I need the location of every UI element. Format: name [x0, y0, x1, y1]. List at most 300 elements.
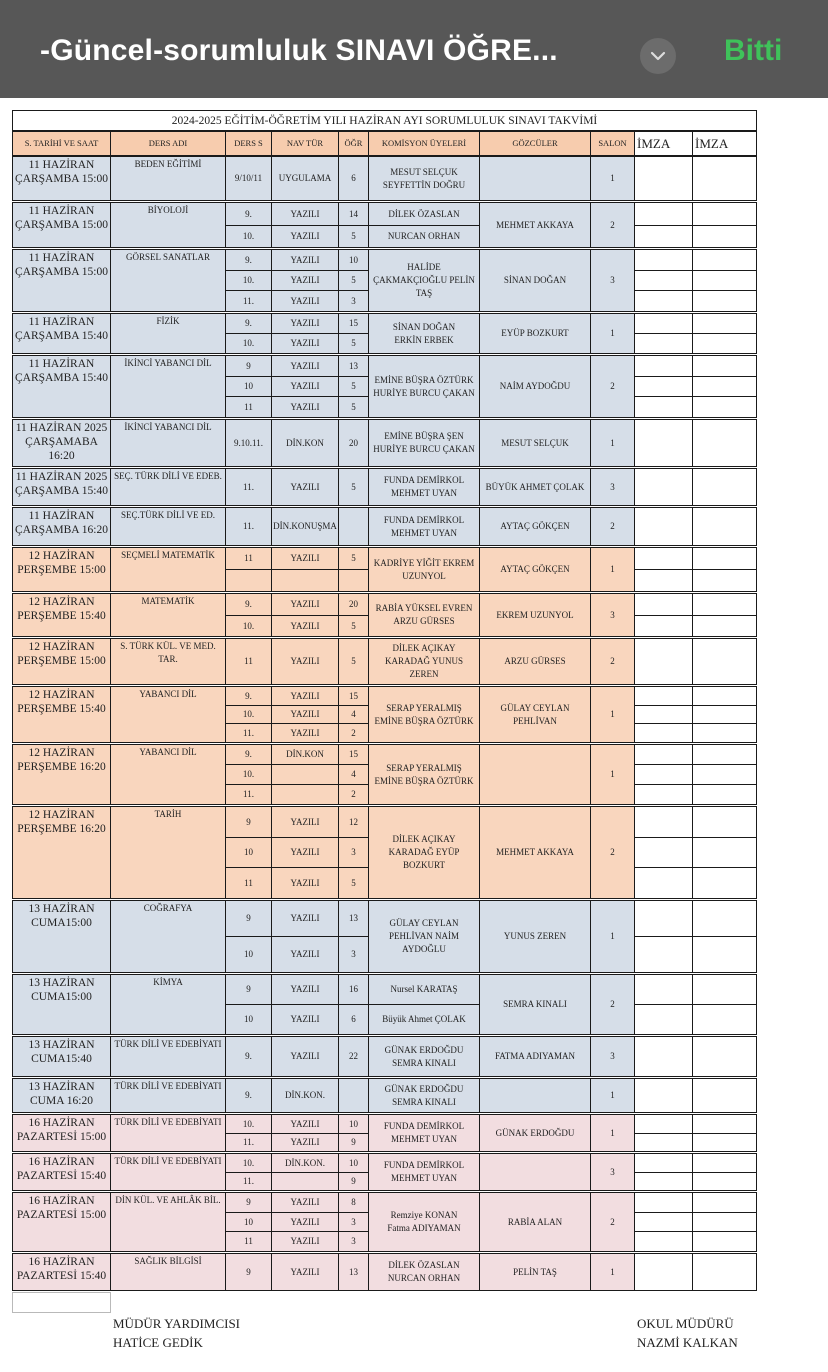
signature-cell-2[interactable] — [692, 806, 757, 838]
student-count: 3 — [338, 290, 369, 312]
commission-members: DİLEK ÖZASLAN NURCAN ORHAN — [368, 1253, 480, 1291]
exam-type: YAZILI — [271, 313, 339, 334]
student-count: 9 — [338, 1133, 369, 1152]
exam-type: YAZILI — [271, 723, 339, 743]
signature-cell-2[interactable] — [692, 156, 757, 201]
student-count: 5 — [338, 867, 369, 899]
student-count: 12 — [338, 806, 369, 838]
grade-level: 11 — [225, 396, 272, 418]
exam-type: YAZILI — [271, 837, 339, 868]
exam-type: DİN.KON — [271, 744, 339, 765]
signature-cell-1[interactable] — [634, 355, 693, 377]
signature-cell-1[interactable] — [634, 569, 693, 592]
exam-type: YAZILI — [271, 270, 339, 291]
student-count: 10 — [338, 1114, 369, 1134]
signature-cell-1[interactable] — [634, 290, 693, 312]
signature-cell-2[interactable] — [692, 1036, 757, 1077]
exam-type: YAZILI — [271, 202, 339, 226]
room-number: 1 — [590, 1253, 635, 1291]
commission-member: Nursel KARATAŞ — [368, 974, 480, 1005]
student-count: 20 — [338, 593, 369, 616]
commission-members: MESUT SELÇUK SEYFETTİN DOĞRU — [368, 156, 480, 201]
student-count: 15 — [338, 686, 369, 706]
commission-member: Remziye KONAN — [390, 1210, 458, 1220]
student-count: 5 — [338, 225, 369, 248]
signature-cell-2[interactable] — [692, 686, 757, 706]
exam-type: YAZILI — [271, 615, 339, 637]
exam-type: YAZILI — [271, 867, 339, 899]
room-number: 1 — [590, 1078, 635, 1113]
grade-level: 10 — [225, 1004, 272, 1035]
exam-type: YAZILI — [271, 936, 339, 973]
lesson-name: COĞRAFYA — [110, 900, 226, 973]
footer-right-name: NAZMİ KALKAN — [637, 1335, 738, 1350]
grade-level: 11. — [225, 290, 272, 312]
footer-left-role: MÜDÜR YARDIMCISI — [113, 1316, 241, 1331]
student-count: 6 — [338, 156, 369, 201]
grade-level: 9. — [225, 686, 272, 706]
exam-type: YAZILI — [271, 290, 339, 312]
signature-cell-1[interactable] — [634, 225, 693, 248]
signature-cell-1[interactable] — [634, 974, 693, 1005]
commission-members: GÜNAK ERDOĞDU SEMRA KINALI — [368, 1036, 480, 1077]
exam-date-time: 16 HAZİRAN PAZARTESİ 15:40 — [12, 1153, 111, 1191]
exam-date-time: 11 HAZİRAN 2025 ÇARŞAMABA 16:20 — [12, 419, 111, 467]
grade-level: 11. — [225, 507, 272, 546]
room-number: 1 — [590, 900, 635, 973]
signature-cell-1[interactable] — [634, 419, 693, 467]
signature-cell-1[interactable] — [634, 270, 693, 291]
signature-cell-2[interactable] — [692, 290, 757, 312]
signature-cell-2[interactable] — [692, 723, 757, 743]
signature-cell-1[interactable] — [634, 638, 693, 685]
commission-member: DİLEK ÖZASLAN — [368, 202, 480, 226]
exam-type: YAZILI — [271, 225, 339, 248]
signature-cell-1[interactable] — [634, 333, 693, 354]
exam-date-time: 12 HAZİRAN PERŞEMBE 15:00 — [12, 638, 111, 685]
proctor-name: EYÜP BOZKURT — [479, 313, 591, 354]
commission-members: FUNDA DEMİRKOL MEHMET UYAN — [368, 468, 480, 506]
signature-cell-1[interactable] — [634, 507, 693, 546]
lesson-name: TARİH — [110, 806, 226, 899]
proctor-name: YUNUS ZEREN — [479, 900, 591, 973]
proctor-name: FATMA ADIYAMAN — [479, 1036, 591, 1077]
room-number: 2 — [590, 202, 635, 248]
room-number: 1 — [590, 313, 635, 354]
signature-cell-1[interactable] — [634, 1114, 693, 1134]
commission-members: SERAP YERALMIŞ EMİNE BÜŞRA ÖZTÜRK — [368, 744, 480, 805]
grade-level: 11 — [225, 1231, 272, 1252]
signature-cell-1[interactable] — [634, 936, 693, 973]
student-count — [338, 569, 369, 592]
signature-cell-2[interactable] — [692, 974, 757, 1005]
grade-level: 11. — [225, 723, 272, 743]
schedule-document — [12, 108, 758, 1352]
grade-level: 9. — [225, 249, 272, 271]
proctor-name: MEHMET AKKAYA — [479, 806, 591, 899]
lesson-name: İKİNCİ YABANCI DİL — [110, 355, 226, 418]
signature-cell-1[interactable] — [634, 723, 693, 743]
signature-cell-2[interactable] — [692, 1253, 757, 1291]
signature-cell-1[interactable] — [634, 1231, 693, 1252]
grade-level: 9. — [225, 593, 272, 616]
signature-cell-1[interactable] — [634, 686, 693, 706]
signature-cell-2[interactable] — [692, 615, 757, 637]
student-count: 14 — [338, 202, 369, 226]
grade-level: 9 — [225, 1192, 272, 1213]
exam-type: YAZILI — [271, 1192, 339, 1213]
exam-date-time: 11 HAZİRAN ÇARŞAMBA 15:40 — [12, 313, 111, 354]
grade-level: 10. — [225, 705, 272, 724]
exam-date-time: 12 HAZİRAN PERŞEMBE 15:40 — [12, 686, 111, 743]
commission-members: SERAP YERALMIŞ EMİNE BÜŞRA ÖZTÜRK — [368, 686, 480, 743]
signature-cell-1[interactable] — [634, 249, 693, 271]
signature-cell-1[interactable] — [634, 1133, 693, 1152]
exam-type: YAZILI — [271, 1231, 339, 1252]
grade-level: 9 — [225, 355, 272, 377]
signature-cell-2[interactable] — [692, 547, 757, 570]
signature-cell-2[interactable] — [692, 333, 757, 354]
exam-type: YAZILI — [271, 333, 339, 354]
proctor-name: MESUT SELÇUK — [479, 419, 591, 467]
proctor-name: SEMRA KINALI — [479, 974, 591, 1035]
signature-cell-1[interactable] — [634, 1212, 693, 1232]
signature-cell-1[interactable] — [634, 1036, 693, 1077]
signature-cell-1[interactable] — [634, 593, 693, 616]
proctor-name — [479, 1153, 591, 1191]
grade-level: 11. — [225, 468, 272, 506]
student-count — [338, 1078, 369, 1113]
student-count: 13 — [338, 355, 369, 377]
grade-level: 11 — [225, 638, 272, 685]
exam-type: YAZILI — [271, 593, 339, 616]
signature-cell-1[interactable] — [634, 806, 693, 838]
student-count: 3 — [338, 1212, 369, 1232]
student-count: 5 — [338, 615, 369, 637]
exam-type: DİN.KON — [271, 419, 339, 467]
signature-cell-2[interactable] — [692, 202, 757, 226]
lesson-name: DİN KÜL. VE AHLÂK BİL. — [110, 1192, 226, 1252]
app-top-bar — [0, 0, 828, 98]
grade-level — [225, 569, 272, 592]
signature-cell-2[interactable] — [692, 837, 757, 868]
exam-type: YAZILI — [271, 1133, 339, 1152]
proctor-name: AYTAÇ GÖKÇEN — [479, 547, 591, 592]
column-header-2: DERS S — [225, 131, 272, 156]
signature-cell-2[interactable] — [692, 936, 757, 973]
signature-cell-2[interactable] — [692, 705, 757, 724]
student-count: 3 — [338, 837, 369, 868]
grade-level: 9 — [225, 900, 272, 937]
exam-type: YAZILI — [271, 1004, 339, 1035]
lesson-name: GÖRSEL SANATLAR — [110, 249, 226, 312]
student-count: 15 — [338, 744, 369, 765]
signature-cell-2[interactable] — [692, 249, 757, 271]
exam-date-time: 11 HAZİRAN ÇARŞAMBA 15:00 — [12, 156, 111, 201]
signature-cell-2[interactable] — [692, 744, 757, 765]
proctor-name: GÜLAY CEYLAN PEHLİVAN — [479, 686, 591, 743]
signature-cell-1[interactable] — [634, 1153, 693, 1173]
grade-level: 11. — [225, 1172, 272, 1191]
exam-type: YAZILI — [271, 1212, 339, 1232]
signature-cell-2[interactable] — [692, 419, 757, 467]
signature-cell-2[interactable] — [692, 784, 757, 805]
exam-date-time: 12 HAZİRAN PERŞEMBE 15:40 — [12, 593, 111, 637]
signature-cell-2[interactable] — [692, 1133, 757, 1152]
lesson-name: TÜRK DİLİ VE EDEBİYATI — [110, 1114, 226, 1152]
student-count — [338, 507, 369, 546]
title-menu-button[interactable] — [640, 38, 676, 74]
signature-cell-2[interactable] — [692, 900, 757, 937]
lesson-name: BİYOLOJİ — [110, 202, 226, 248]
commission-members: DİLEK AÇIKAY KARADAĞ YUNUS ZEREN — [368, 638, 480, 685]
exam-date-time: 12 HAZİRAN PERŞEMBE 15:00 — [12, 547, 111, 592]
commission-member: SİNAN DOĞAN — [392, 321, 456, 332]
room-number: 2 — [590, 974, 635, 1035]
signature-cell-2[interactable] — [692, 313, 757, 334]
signature-cell-1[interactable] — [634, 547, 693, 570]
grade-level: 9 — [225, 974, 272, 1005]
lesson-name: YABANCI DİL — [110, 744, 226, 805]
signature-cell-2[interactable] — [692, 468, 757, 506]
exam-type: DİN.KON. — [271, 1153, 339, 1173]
signature-cell-1[interactable] — [634, 744, 693, 765]
lesson-name: KİMYA — [110, 974, 226, 1035]
grade-level: 9 — [225, 1253, 272, 1291]
room-number: 2 — [590, 1192, 635, 1252]
exam-type: YAZILI — [271, 1036, 339, 1077]
signature-cell-2[interactable] — [692, 1078, 757, 1113]
commission-member: Büyük Ahmet ÇOLAK — [368, 1004, 480, 1035]
grade-level: 10. — [225, 225, 272, 248]
commission-members: FUNDA DEMİRKOL MEHMET UYAN — [368, 1114, 480, 1152]
exam-type: YAZILI — [271, 1253, 339, 1291]
proctor-name — [479, 1078, 591, 1113]
signature-cell-2[interactable] — [692, 376, 757, 397]
signature-cell-2[interactable] — [692, 569, 757, 592]
proctor-name — [479, 744, 591, 805]
proctor-name: ARZU GÜRSES — [479, 638, 591, 685]
grade-level: 10 — [225, 1212, 272, 1232]
student-count: 22 — [338, 1036, 369, 1077]
column-header-8: İMZA — [634, 131, 693, 156]
signature-cell-2[interactable] — [692, 355, 757, 377]
exam-type: YAZILI — [271, 974, 339, 1005]
signature-cell-1[interactable] — [634, 396, 693, 418]
signature-cell-1[interactable] — [634, 837, 693, 868]
grade-level: 10 — [225, 376, 272, 397]
column-header-6: GÖZCÜLER — [479, 131, 591, 156]
signature-cell-2[interactable] — [692, 1153, 757, 1173]
exam-date-time: 12 HAZİRAN PERŞEMBE 16:20 — [12, 744, 111, 805]
commission-member: Fatma ADIYAMAN — [387, 1223, 461, 1233]
signature-cell-1[interactable] — [634, 1192, 693, 1213]
lesson-name: MATEMATİK — [110, 593, 226, 637]
student-count: 3 — [338, 936, 369, 973]
student-count: 2 — [338, 723, 369, 743]
student-count: 10 — [338, 1153, 369, 1173]
exam-type — [271, 784, 339, 805]
exam-date-time: 11 HAZİRAN ÇARŞAMBA 16:20 — [12, 507, 111, 546]
room-number: 3 — [590, 249, 635, 312]
student-count: 5 — [338, 376, 369, 397]
student-count: 13 — [338, 900, 369, 937]
document-title: -Güncel-sorumluluk SINAVI ÖĞRE... — [40, 34, 558, 67]
signature-cell-1[interactable] — [634, 376, 693, 397]
student-count: 5 — [338, 638, 369, 685]
sheet-title: 2024-2025 EĞİTİM-ÖĞRETİM YILI HAZİRAN AYI SORUMLULUK SINAVI TAKVİMİ — [12, 110, 757, 131]
commission-members: DİLEK AÇIKAY KARADAĞ EYÜP BOZKURT — [368, 806, 480, 899]
commission-members: HALİDE ÇAKMAKÇIOĞLU PELİN TAŞ — [368, 249, 480, 312]
lesson-name: SEÇMELİ MATEMATİK — [110, 547, 226, 592]
footer-left-name: HATİCE GEDİK — [113, 1335, 203, 1350]
chevron-down-icon — [650, 51, 666, 61]
signature-cell-2[interactable] — [692, 593, 757, 616]
student-count: 13 — [338, 1253, 369, 1291]
signature-cell-2[interactable] — [692, 1212, 757, 1232]
signature-cell-1[interactable] — [634, 784, 693, 805]
signature-cell-1[interactable] — [634, 313, 693, 334]
exam-type: YAZILI — [271, 705, 339, 724]
student-count: 10 — [338, 249, 369, 271]
signature-cell-1[interactable] — [634, 615, 693, 637]
grade-level: 10. — [225, 333, 272, 354]
exam-type: YAZILI — [271, 686, 339, 706]
commission-members: FUNDA DEMİRKOL MEHMET UYAN — [368, 1153, 480, 1191]
grade-level: 11. — [225, 1133, 272, 1152]
room-number: 3 — [590, 1036, 635, 1077]
grade-level: 9. — [225, 313, 272, 334]
grade-level: 10 — [225, 837, 272, 868]
student-count: 4 — [338, 705, 369, 724]
exam-date-time: 11 HAZİRAN ÇARŞAMBA 15:40 — [12, 355, 111, 418]
room-number: 1 — [590, 156, 635, 201]
proctor-name: PELİN TAŞ — [479, 1253, 591, 1291]
lesson-name: FİZİK — [110, 313, 226, 354]
commission-members: KADRİYE YİĞİT EKREM UZUNYOL — [368, 547, 480, 592]
commission-members: GÜNAK ERDOĞDU SEMRA KINALI — [368, 1078, 480, 1113]
signature-cell-2[interactable] — [692, 867, 757, 899]
exam-date-time: 13 HAZİRAN CUMA 16:20 — [12, 1078, 111, 1113]
grade-level: 9. — [225, 1078, 272, 1113]
grade-level: 9.10.11. — [225, 419, 272, 467]
signature-cell-1[interactable] — [634, 764, 693, 785]
student-count: 5 — [338, 270, 369, 291]
signature-cell-1[interactable] — [634, 202, 693, 226]
signature-cell-2[interactable] — [692, 1192, 757, 1213]
signature-cell-2[interactable] — [692, 764, 757, 785]
proctor-name: AYTAÇ GÖKÇEN — [479, 507, 591, 546]
commission-members: FUNDA DEMİRKOL MEHMET UYAN — [368, 507, 480, 546]
exam-type: YAZILI — [271, 376, 339, 397]
lesson-name: TÜRK DİLİ VE EDEBİYATI — [110, 1036, 226, 1077]
commission-members: EMİNE BÜŞRA ÖZTÜRK HURİYE BURCU ÇAKAN — [368, 355, 480, 418]
lesson-name: TÜRK DİLİ VE EDEBİYATI — [110, 1153, 226, 1191]
column-header-7: SALON — [590, 131, 635, 156]
signature-cell-1[interactable] — [634, 468, 693, 506]
signature-cell-2[interactable] — [692, 1231, 757, 1252]
signature-cell-1[interactable] — [634, 1172, 693, 1191]
column-header-4: ÖĞR — [338, 131, 369, 156]
signature-cell-2[interactable] — [692, 1172, 757, 1191]
student-count: 8 — [338, 1192, 369, 1213]
student-count: 4 — [338, 764, 369, 785]
grade-level: 11 — [225, 867, 272, 899]
student-count: 15 — [338, 313, 369, 334]
student-count: 5 — [338, 396, 369, 418]
exam-date-time: 11 HAZİRAN 2025 ÇARŞAMBA 15:40 — [12, 468, 111, 506]
signature-cell-1[interactable] — [634, 867, 693, 899]
exam-type: YAZILI — [271, 1114, 339, 1134]
student-count: 16 — [338, 974, 369, 1005]
signature-cell-1[interactable] — [634, 1004, 693, 1035]
room-number: 1 — [590, 1114, 635, 1152]
student-count: 9 — [338, 1172, 369, 1191]
footer-blank — [12, 1292, 111, 1313]
student-count: 5 — [338, 468, 369, 506]
footer-right-role: OKUL MÜDÜRÜ — [637, 1316, 734, 1331]
exam-type: YAZILI — [271, 468, 339, 506]
exam-type: YAZILI — [271, 355, 339, 377]
grade-level: 11. — [225, 784, 272, 805]
column-header-9: İMZA — [692, 131, 757, 156]
room-number: 2 — [590, 638, 635, 685]
exam-date-time: 13 HAZİRAN CUMA15:00 — [12, 974, 111, 1035]
signature-cell-1[interactable] — [634, 900, 693, 937]
student-count: 2 — [338, 784, 369, 805]
commission-members — [368, 1192, 480, 1252]
signature-cell-2[interactable] — [692, 507, 757, 546]
exam-date-time: 16 HAZİRAN PAZARTESİ 15:00 — [12, 1114, 111, 1152]
student-count: 5 — [338, 547, 369, 570]
signature-cell-2[interactable] — [692, 270, 757, 291]
exam-type — [271, 1172, 339, 1191]
done-button[interactable]: Bitti — [724, 34, 783, 67]
column-header-3: NAV TÜR — [271, 131, 339, 156]
exam-type — [271, 764, 339, 785]
signature-cell-1[interactable] — [634, 1078, 693, 1113]
exam-type: YAZILI — [271, 806, 339, 838]
proctor-name: EKREM UZUNYOL — [479, 593, 591, 637]
signature-cell-1[interactable] — [634, 156, 693, 201]
grade-level: 9 — [225, 806, 272, 838]
signature-cell-2[interactable] — [692, 225, 757, 248]
lesson-name: SEÇ. TÜRK DİLİ VE EDEB. — [110, 468, 226, 506]
signature-cell-1[interactable] — [634, 1253, 693, 1291]
exam-type: UYGULAMA — [271, 156, 339, 201]
proctor-name: RABİA ALAN — [479, 1192, 591, 1252]
signature-cell-2[interactable] — [692, 396, 757, 418]
signature-cell-2[interactable] — [692, 1004, 757, 1035]
exam-date-time: 16 HAZİRAN PAZARTESİ 15:00 — [12, 1192, 111, 1252]
lesson-name: SEÇ.TÜRK DİLİ VE ED. — [110, 507, 226, 546]
exam-type: YAZILI — [271, 396, 339, 418]
exam-date-time: 11 HAZİRAN ÇARŞAMBA 15:00 — [12, 202, 111, 248]
exam-date-time: 13 HAZİRAN CUMA15:40 — [12, 1036, 111, 1077]
room-number: 2 — [590, 507, 635, 546]
grade-level: 10 — [225, 936, 272, 973]
room-number: 1 — [590, 419, 635, 467]
grade-level: 9. — [225, 744, 272, 765]
room-number: 3 — [590, 468, 635, 506]
proctor-name: GÜNAK ERDOĞDU — [479, 1114, 591, 1152]
exam-date-time: 11 HAZİRAN ÇARŞAMBA 15:00 — [12, 249, 111, 312]
signature-cell-1[interactable] — [634, 705, 693, 724]
signature-cell-2[interactable] — [692, 1114, 757, 1134]
room-number: 1 — [590, 686, 635, 743]
signature-cell-2[interactable] — [692, 638, 757, 685]
proctor-name: MEHMET AKKAYA — [479, 202, 591, 248]
